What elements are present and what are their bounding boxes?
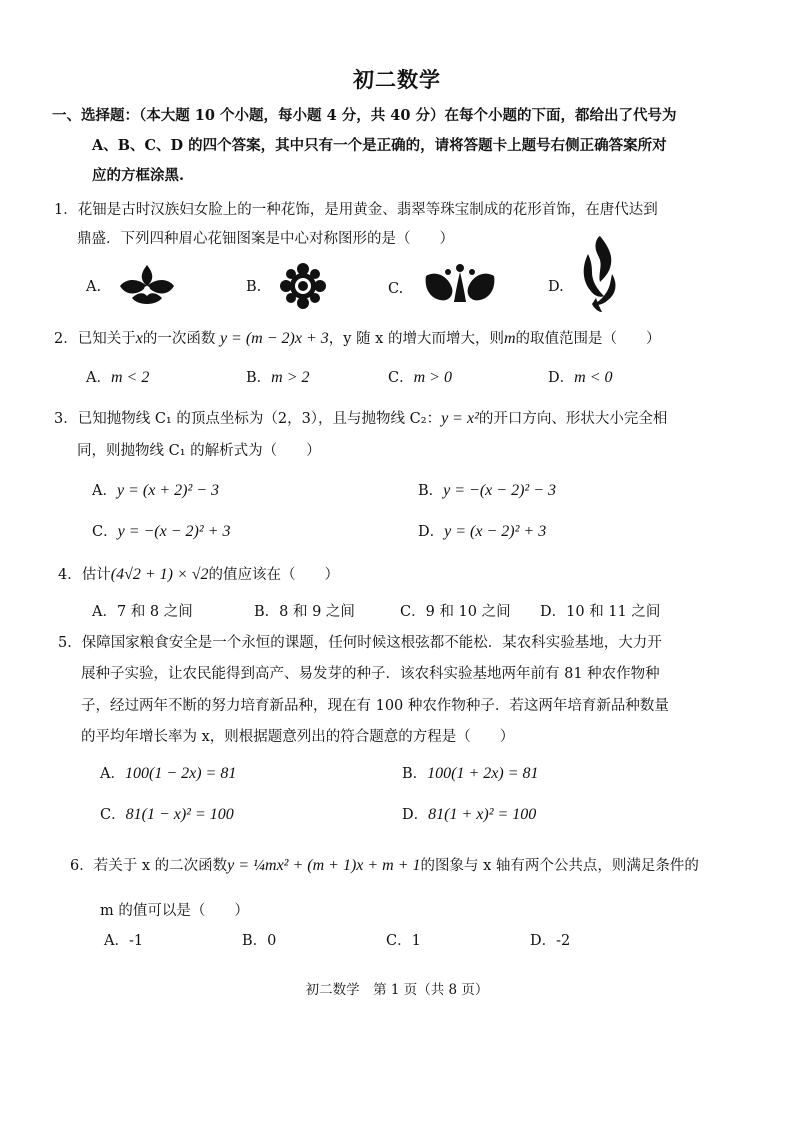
q4-option-d: D．10 和 11 之间 — [540, 604, 661, 620]
page-title: 初二数学 — [353, 67, 441, 92]
flower-c-icon — [422, 262, 498, 306]
q5-option-c: C．81(1 − x)² = 100 — [100, 806, 234, 823]
q3-option-c: C．y = −(x − 2)² + 3 — [92, 523, 231, 540]
q6-option-b: B．0 — [242, 933, 277, 949]
flower-b-icon — [278, 262, 328, 310]
section-line-2: A、B、C、D 的四个答案，其中只有一个是正确的，请将答题卡上题号右侧正确答案所对 — [92, 137, 667, 154]
q5-option-d: D．81(1 + x)² = 100 — [402, 806, 537, 823]
flower-a-icon — [116, 262, 178, 310]
section-line-3: 应的方框涂黑. — [92, 167, 185, 184]
q5-option-b: B．100(1 + 2x) = 81 — [402, 765, 539, 782]
q6-option-c: C．1 — [386, 933, 421, 949]
section-line-1: 一、选择题：（本大题 10 个小题，每小题 4 分，共 40 分）在每个小题的下面，都给出了代号为 — [52, 107, 677, 124]
q5-line-4: 的平均年增长率为 x，则根据题意列出的符合题意的方程是（ ） — [81, 729, 515, 745]
q3-line-2: 同，则抛物线 C₁ 的解析式为（ ） — [77, 443, 321, 459]
q4-option-a: A．7 和 8 之间 — [92, 604, 193, 620]
q3-option-a: A．y = (x + 2)² − 3 — [92, 482, 220, 499]
page-footer: 初二数学 第 1 页（共 8 页） — [305, 982, 489, 998]
q5-line-2: 展种子实验，让农民能得到高产、易发芽的种子．该农科实验基地两年前有 81 种农作物种 — [81, 666, 660, 682]
q3-option-b: B．y = −(x − 2)² − 3 — [418, 482, 556, 499]
q2-stem: 2．已知关于x的一次函数 y = (m − 2)x + 3，y 随 x 的增大而增大，则m的取值范围是（ ） — [54, 330, 661, 347]
q5-line-3: 子，经过两年不断的努力培育新品种，现在有 100 种农作物种子．若这两年培育新品种数量 — [81, 698, 669, 714]
q4-option-b: B．8 和 9 之间 — [254, 604, 355, 620]
q4-option-c: C．9 和 10 之间 — [400, 604, 511, 620]
q3-option-d: D．y = (x − 2)² + 3 — [418, 523, 547, 540]
q2-option-b: B．m > 2 — [246, 369, 310, 386]
q6-option-a: A．-1 — [104, 933, 144, 949]
q4-stem: 4．估计(4√2 + 1) × √2的值应该在（ ） — [58, 566, 340, 583]
q6-line-2: m 的值可以是（ ） — [100, 903, 249, 919]
q2-option-d: D．m < 0 — [548, 369, 613, 386]
q2-option-a: A．m < 2 — [86, 369, 150, 386]
flower-d-icon — [578, 234, 620, 314]
q5-line-1: 5．保障国家粮食安全是一个永恒的课题，任何时候这根弦都不能松．某农科实验基地，大力开 — [58, 635, 662, 651]
q1-option-c: C. — [388, 281, 404, 297]
q1-line-1: 1．花钿是古时汉族妇女脸上的一种花饰，是用黄金、翡翠等珠宝制成的花形首饰，在唐代达到 — [54, 202, 658, 218]
q6-stem: 6．若关于 x 的二次函数y = ¼mx² + (m + 1)x + m + 1的图象与 x 轴有两个公共点，则满足条件的 — [70, 857, 699, 874]
q1-line-2: 鼎盛．下列四种眉心花钿图案是中心对称图形的是（ ） — [77, 231, 454, 247]
q1-option-b: B. — [246, 279, 262, 295]
q6-option-d: D．-2 — [530, 933, 571, 949]
q3-line-1: 3．已知抛物线 C₁ 的顶点坐标为（2，3），且与抛物线 C₂：y = x²的开口方向、形状大小完全相 — [54, 410, 668, 427]
q1-option-d: D. — [548, 279, 564, 295]
q2-option-c: C．m > 0 — [388, 369, 452, 386]
q5-option-a: A．100(1 − 2x) = 81 — [100, 765, 237, 782]
q1-option-a: A. — [86, 279, 102, 295]
